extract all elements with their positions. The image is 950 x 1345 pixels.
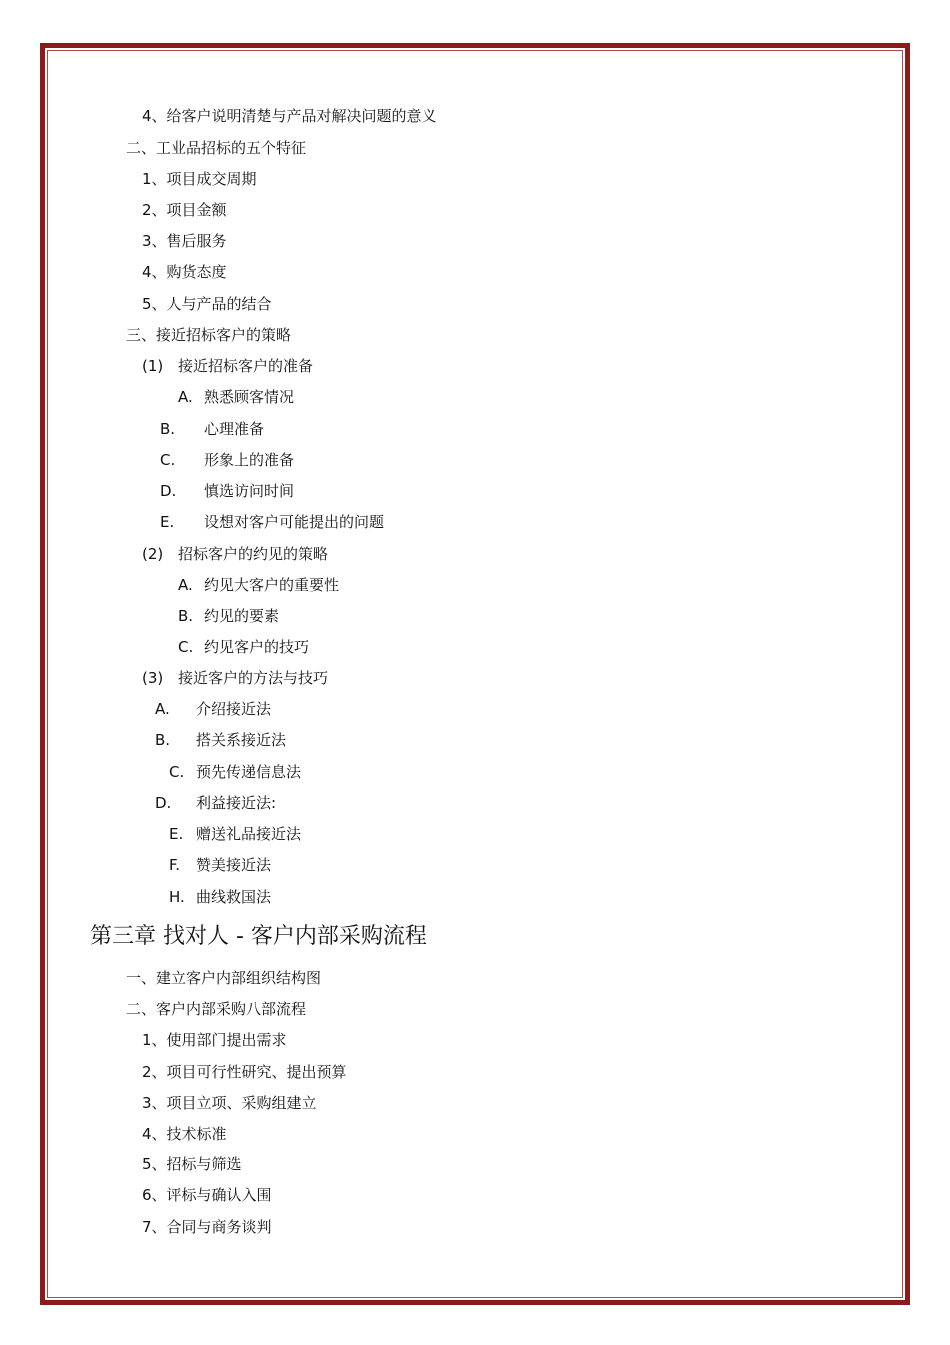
list-marker: (1) [142,357,164,375]
list-marker: B. [178,607,194,625]
list-item: B. 约见的要素 [178,607,280,625]
list-marker: B. [155,731,171,749]
list-item: 4、购货态度 [142,263,227,281]
list-item: 5、人与产品的结合 [142,295,272,313]
list-item: D. 慎选访问时间 [160,482,295,500]
list-marker: (2) [142,545,164,563]
list-item: (1) 接近招标客户的准备 [142,357,314,375]
list-item: 2、项目金额 [142,201,227,219]
list-marker: F. [169,856,180,874]
list-marker: (3) [142,669,164,687]
list-item: 7、合同与商务谈判 [142,1218,272,1236]
list-marker: E. [160,513,175,531]
list-item: C. 约见客户的技巧 [178,638,310,656]
list-marker: A. [155,700,170,718]
section-heading: 二、工业品招标的五个特征 [126,139,307,157]
list-item: 1、使用部门提出需求 [142,1031,287,1049]
list-marker: D. [155,794,172,812]
list-marker: E. [169,825,184,843]
list-marker: H. [169,888,185,906]
list-marker: D. [160,482,177,500]
list-marker: B. [160,420,176,438]
list-item: 3、售后服务 [142,232,227,250]
list-item: H. 曲线救国法 [169,888,272,906]
list-item: 5、招标与筛选 [142,1155,242,1173]
list-item: 1、项目成交周期 [142,170,257,188]
section-heading: 一、建立客户内部组织结构图 [126,969,322,987]
list-item: D. 利益接近法: [155,794,277,812]
list-item: A. 熟悉顾客情况 [178,388,295,406]
list-item: 4、给客户说明清楚与产品对解决问题的意义 [142,107,437,125]
list-item: A. 约见大客户的重要性 [178,576,340,594]
list-item: 3、项目立项、采购组建立 [142,1094,317,1112]
list-item: C. 形象上的准备 [160,451,295,469]
list-item: 6、评标与确认入围 [142,1186,272,1204]
list-item: (3) 接近客户的方法与技巧 [142,669,329,687]
list-item: 4、技术标准 [142,1125,227,1143]
list-marker: C. [178,638,194,656]
section-heading: 三、接近招标客户的策略 [126,326,292,344]
list-marker: C. [169,763,185,781]
list-marker: A. [178,576,193,594]
section-heading: 二、客户内部采购八部流程 [126,1000,307,1018]
chapter-title: 第三章 找对人 - 客户内部采购流程 [90,924,427,949]
list-item: 2、项目可行性研究、提出预算 [142,1063,347,1081]
list-item: B. 心理准备 [160,420,265,438]
list-item: E. 设想对客户可能提出的问题 [160,513,385,531]
list-item: A. 介绍接近法 [155,700,272,718]
list-marker: C. [160,451,176,469]
list-item: F. 赞美接近法 [169,856,272,874]
list-item: E. 赠送礼品接近法 [169,825,302,843]
list-marker: A. [178,388,193,406]
list-item: B. 搭关系接近法 [155,731,287,749]
list-item: (2) 招标客户的约见的策略 [142,545,329,563]
list-item: C. 预先传递信息法 [169,763,302,781]
